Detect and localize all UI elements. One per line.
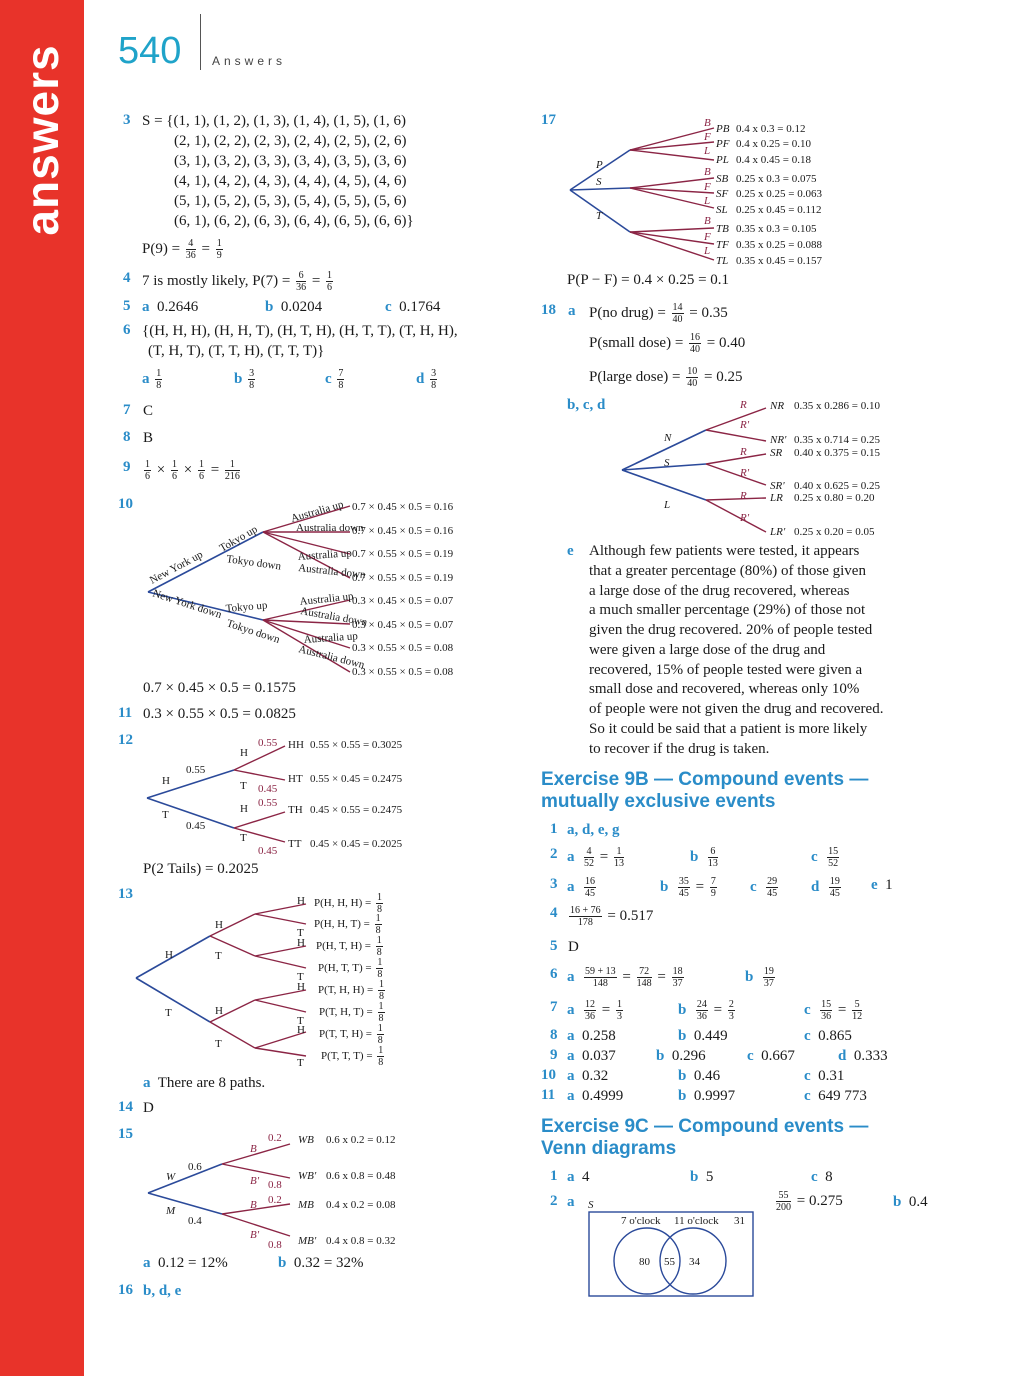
ex9b-q9-d: d 0.333	[838, 1048, 888, 1064]
text-line: of people were not given the drug and recovered.	[589, 701, 884, 717]
node-label: N	[664, 432, 672, 444]
node-label: T	[297, 1015, 304, 1027]
outcome: LR'	[770, 526, 786, 538]
ex9b-q3-number: 3	[550, 876, 558, 892]
node-label: T	[240, 780, 247, 792]
node-label: T	[215, 950, 222, 962]
prob-label: 0.55	[186, 764, 206, 776]
node-label: R'	[740, 467, 750, 479]
outcome: TT	[288, 838, 302, 850]
outcome: SF	[716, 188, 729, 200]
outcome: PF	[716, 138, 730, 150]
ex9b-q1-answer: a, d, e, g	[567, 822, 620, 838]
ex9b-q10-a: a 0.32	[567, 1068, 609, 1084]
q14-answer: D	[143, 1100, 154, 1116]
node-label: B	[704, 166, 711, 178]
venn-label-b: 11 o'clock	[674, 1215, 719, 1227]
q6-line: (T, H, T), (T, T, H), (T, T, T)}	[148, 343, 325, 359]
ex9b-q6-b: b $\frac{19}{37}$	[745, 966, 774, 989]
node-label: L	[704, 195, 711, 207]
q6-number: 6	[123, 322, 131, 338]
node-label: L	[704, 245, 711, 257]
calc: 0.40 x 0.375 = 0.15	[794, 447, 880, 459]
node-label: B	[250, 1143, 257, 1155]
calc: 0.45 × 0.45 = 0.2025	[310, 838, 403, 850]
outcome: TB	[716, 223, 729, 235]
calc: 0.25 x 0.3 = 0.075	[736, 173, 817, 185]
node-label: H	[240, 803, 248, 815]
branch-label: Tokyo up	[225, 599, 268, 615]
q18-p-small: P(small dose) = $\frac{16}{40}$ = 0.40	[589, 332, 746, 355]
prob-label: 0.45	[258, 845, 278, 857]
q18-number: 18	[541, 302, 556, 318]
prob-label: 0.45	[186, 820, 206, 832]
ex9b-q8-b: b 0.449	[678, 1028, 728, 1044]
side-band-label: answers	[16, 44, 68, 236]
calc: 0.4 x 0.2 = 0.08	[326, 1199, 396, 1211]
outcome: TL	[716, 255, 729, 267]
q3-line: (6, 1), (6, 2), (6, 3), (6, 4), (6, 5), (6, 6)}	[174, 213, 414, 229]
ex9b-q6-number: 6	[550, 966, 558, 982]
ex9b-q9-c: c 0.667	[747, 1048, 795, 1064]
text-line: So it could be said that a patient is more likely	[589, 721, 868, 737]
q12-number: 12	[118, 732, 133, 748]
page-number: 540	[118, 30, 182, 72]
node-label: B	[704, 215, 711, 227]
prob-label: 0.2	[268, 1132, 282, 1144]
result: 0.3 × 0.45 × 0.5 = 0.07	[352, 595, 454, 607]
exercise-9c-title: Exercise 9C — Compound events —	[541, 1116, 869, 1137]
q3-p9: P(9) = $\frac{4}{36}$ = $\frac{1}{9}$	[142, 238, 222, 261]
q5-number: 5	[123, 298, 131, 314]
branch-label: Australia down	[297, 643, 366, 672]
node-label: R'	[740, 419, 750, 431]
prob-label: 0.8	[268, 1239, 282, 1251]
ex9b-q8-c: c 0.865	[804, 1028, 852, 1044]
node-label: B	[704, 117, 711, 129]
q5-c: c 0.1764	[385, 299, 441, 315]
node-label: F	[704, 231, 711, 243]
outcome: PL	[716, 154, 729, 166]
ex9b-q7-number: 7	[550, 999, 558, 1015]
node-label: H	[297, 895, 305, 907]
q18-part-a-label: a	[568, 303, 576, 319]
ex9b-q2-c: c $\frac{15}{52}$	[811, 846, 839, 869]
fraction: $\frac{1}{9}$	[216, 238, 222, 261]
ex9c-q1-c: c 8	[811, 1169, 833, 1185]
calc: 0.45 × 0.55 = 0.2475	[310, 804, 403, 816]
q10-number: 10	[118, 496, 133, 512]
outcome: HT	[288, 773, 303, 785]
text-line: small dose and recovered, whereas only 10%	[589, 681, 860, 697]
node-label: S	[664, 457, 670, 469]
calc: 0.35 x 0.286 = 0.10	[794, 400, 880, 412]
venn-only-a: 80	[639, 1256, 650, 1268]
node-label: R	[740, 490, 747, 502]
ex9b-q3-a: a $\frac{16}{45}$	[567, 876, 595, 899]
text-line: that a greater percentage (80%) of those given	[589, 563, 866, 579]
calc: 0.35 x 0.25 = 0.088	[736, 239, 822, 251]
q4-text: 7 is mostly likely, P(7) = $\frac{6}{36}$ = $\frac{1}{6}$	[142, 270, 333, 293]
calc: 0.4 x 0.25 = 0.10	[736, 138, 811, 150]
venn-label-a: 7 o'clock	[621, 1215, 661, 1227]
prob-label: 0.45	[258, 783, 278, 795]
ex9c-q2-a-label: a	[567, 1194, 575, 1210]
prob-label: 0.6	[188, 1161, 202, 1173]
node-label: R'	[740, 512, 750, 524]
result: 0.3 × 0.55 × 0.5 = 0.08	[352, 642, 454, 654]
q17-number: 17	[541, 112, 556, 128]
outcome: MB	[298, 1199, 314, 1211]
ex9c-q2-number: 2	[550, 1193, 558, 1209]
calc: 0.4 x 0.8 = 0.32	[326, 1235, 396, 1247]
q16-number: 16	[118, 1282, 133, 1298]
ex9c-q1-a: a 4	[567, 1169, 590, 1185]
node-label: T	[297, 971, 304, 983]
q3-line: (4, 1), (4, 2), (4, 3), (4, 4), (4, 5), (4, 6)	[174, 173, 407, 189]
node-label: T	[165, 1007, 172, 1019]
ex9c-q2-a-result: $\frac{55}{200}$ = 0.275	[776, 1190, 843, 1213]
prob-label: 0.55	[258, 737, 278, 749]
q3-number: 3	[123, 112, 131, 128]
node-label: B'	[250, 1229, 260, 1241]
ex9b-q11-b: b 0.9997	[678, 1088, 736, 1104]
outcome: SB	[716, 173, 729, 185]
calc: 0.6 x 0.2 = 0.12	[326, 1134, 396, 1146]
outcome: TH	[288, 804, 303, 816]
q5-a: a 0.2646	[142, 299, 199, 315]
node-label: L	[704, 145, 711, 157]
ex9b-q2-number: 2	[550, 846, 558, 862]
outcome: MB'	[298, 1235, 317, 1247]
q6-part: a $\frac{1}{8}$	[142, 368, 162, 391]
calc: 0.35 x 0.3 = 0.105	[736, 223, 817, 235]
q7-number: 7	[123, 402, 131, 418]
ex9c-q1-number: 1	[550, 1168, 558, 1184]
q10-answer: 0.7 × 0.45 × 0.5 = 0.1575	[143, 680, 296, 696]
text-line: a large dose of the drug recovered, whereas	[589, 583, 850, 599]
branch-label: Tokyo down	[225, 553, 282, 573]
calc: 0.40 x 0.625 = 0.25	[794, 480, 880, 492]
q11-answer: 0.3 × 0.55 × 0.5 = 0.0825	[143, 706, 296, 722]
outcome: TF	[716, 239, 729, 251]
prob-label: 0.55	[258, 797, 278, 809]
text-line: recovered, 15% of people tested were given a	[589, 662, 863, 678]
calc: 0.6 x 0.8 = 0.48	[326, 1170, 396, 1182]
outcome: P(T, T, H) = $\frac{1}{8}$	[319, 1023, 383, 1046]
calc: 0.25 x 0.80 = 0.20	[794, 492, 875, 504]
outcome: P(T, H, H) = $\frac{1}{8}$	[318, 979, 384, 1002]
fraction: $\frac{4}{36}$	[185, 238, 196, 261]
node-label: H	[297, 937, 305, 949]
ex9b-q2-a: a $\frac{4}{52}$ = $\frac{1}{13}$	[567, 846, 624, 869]
ex9b-q11-number: 11	[541, 1087, 556, 1103]
branch-label: Tokyo down	[225, 617, 282, 646]
node-label: B	[250, 1199, 257, 1211]
node-label: L	[664, 499, 671, 511]
branch-label: Australia down	[299, 605, 369, 629]
outcome: NR	[770, 400, 785, 412]
q13-part-a: a There are 8 paths.	[143, 1075, 266, 1091]
outcome: SR'	[770, 480, 785, 492]
node-label: F	[704, 131, 711, 143]
branch-label: Australia down	[297, 562, 367, 582]
text-line: were given a large dose of the drug and	[589, 642, 826, 658]
q17-answer: P(P − F) = 0.4 × 0.25 = 0.1	[567, 272, 730, 288]
q8-number: 8	[123, 429, 131, 445]
outcome: P(H, T, H) = $\frac{1}{8}$	[316, 935, 382, 958]
branch-label: Australia up	[299, 590, 355, 608]
result: 0.7 × 0.45 × 0.5 = 0.16	[352, 501, 454, 513]
node-label: H	[215, 1005, 223, 1017]
node-label: H	[297, 981, 305, 993]
branch-label: New York up	[147, 548, 205, 587]
ex9b-q3-d: d $\frac{19}{45}$	[811, 876, 840, 899]
q15-number: 15	[118, 1126, 133, 1142]
fraction: $\frac{1}{6}$	[327, 270, 333, 293]
q15-part-a: a 0.12 = 12%	[143, 1255, 228, 1271]
branch-label: Australia up	[297, 547, 353, 563]
node-label: H	[165, 949, 173, 961]
ex9b-q9-b: b 0.296	[656, 1048, 706, 1064]
outcome: P(T, H, T) = $\frac{1}{8}$	[319, 1001, 384, 1024]
branch-label: New York down	[151, 587, 224, 622]
result: 0.7 × 0.55 × 0.5 = 0.19	[352, 548, 454, 560]
branch-label: Australia down	[296, 522, 364, 534]
q9-expression: $\frac{1}{6}$ × $\frac{1}{6}$ × $\frac{1}{6}$ = $\frac{1}{216}$	[145, 459, 240, 482]
node-label: T	[297, 1057, 304, 1069]
ex9c-q2-b: b 0.4	[893, 1194, 928, 1210]
q18-p-large: P(large dose) = $\frac{10}{40}$ = 0.25	[589, 366, 743, 389]
prob-label: 0.2	[268, 1194, 282, 1206]
branch-label: Australia up	[303, 630, 359, 646]
q13-number: 13	[118, 886, 133, 902]
q3-line: (3, 1), (3, 2), (3, 3), (3, 4), (3, 5), (3, 6)	[174, 153, 407, 169]
header-title: Answers	[212, 54, 287, 68]
q9-number: 9	[123, 459, 131, 475]
ex9b-q11-a: a 0.4999	[567, 1088, 624, 1104]
outcome: SL	[716, 204, 728, 216]
calc: 0.35 x 0.45 = 0.157	[736, 255, 822, 267]
node-label: T	[162, 809, 169, 821]
ex9b-q7-a: a $\frac{12}{36}$ = $\frac{1}{3}$	[567, 999, 622, 1022]
ex9b-q2-b: b $\frac{6}{13}$	[690, 846, 718, 869]
q6-part: d $\frac{3}{8}$	[416, 368, 437, 391]
ex9b-q5-number: 5	[550, 938, 558, 954]
ex9b-q8-number: 8	[550, 1027, 558, 1043]
node-label: H	[297, 1024, 305, 1036]
ex9b-q3-b: b $\frac{35}{45}$ = $\frac{7}{9}$	[660, 876, 716, 899]
result: 0.7 × 0.45 × 0.5 = 0.16	[352, 525, 454, 537]
result: 0.7 × 0.55 × 0.5 = 0.19	[352, 572, 454, 584]
header-divider	[200, 14, 201, 70]
branch-label: Tokyo up	[217, 523, 260, 555]
node-label: R	[740, 399, 747, 411]
ex9b-q7-b: b $\frac{24}{36}$ = $\frac{2}{3}$	[678, 999, 734, 1022]
q7-answer: C	[143, 403, 154, 419]
q18-part-e-label: e	[567, 543, 574, 559]
prob-label: 0.8	[268, 1179, 282, 1191]
branch-label: Australia up	[289, 498, 345, 525]
ex9b-q10-c: c 0.31	[804, 1068, 845, 1084]
q14-number: 14	[118, 1099, 133, 1115]
q6-part: b $\frac{3}{8}$	[234, 368, 255, 391]
q3-line: S = {(1, 1), (1, 2), (1, 3), (1, 4), (1, 5), (1, 6)	[142, 113, 406, 129]
node-label: H	[240, 747, 248, 759]
node-label: W	[166, 1171, 176, 1183]
node-label: T	[215, 1038, 222, 1050]
ex9b-q9-number: 9	[550, 1047, 558, 1063]
text-line: given the drug recovered. 20% of people tested	[589, 622, 873, 638]
outcome: WB'	[298, 1170, 317, 1182]
ex9b-q11-c: c 649 773	[804, 1088, 867, 1104]
ex9b-q3-c: c $\frac{29}{45}$	[750, 876, 778, 899]
q18-bcd-label: b, c, d	[567, 397, 606, 413]
outcome: PB	[716, 123, 730, 135]
venn-both: 55	[664, 1256, 675, 1268]
ex9b-q10-b: b 0.46	[678, 1068, 721, 1084]
node-label: P	[596, 159, 603, 171]
venn-outside: 31	[734, 1215, 745, 1227]
ex9b-q8-a: a 0.258	[567, 1028, 616, 1044]
text-line: Although few patients were tested, it appears	[589, 543, 860, 559]
node-label: T	[297, 927, 304, 939]
calc: 0.4 x 0.45 = 0.18	[736, 154, 811, 166]
ex9b-q7-c: c $\frac{15}{36}$ = $\frac{5}{12}$	[804, 999, 863, 1022]
outcome: NR'	[770, 434, 787, 446]
node-label: H	[215, 919, 223, 931]
outcome: P(H, H, T) = $\frac{1}{8}$	[314, 913, 381, 936]
exercise-9b-title: Exercise 9B — Compound events —	[541, 769, 869, 790]
node-label: S	[596, 176, 602, 188]
q5-b: b 0.0204	[265, 299, 323, 315]
exercise-9b-subtitle: mutually exclusive events	[541, 791, 776, 812]
outcome: HH	[288, 739, 304, 751]
exercise-9c-subtitle: Venn diagrams	[541, 1138, 677, 1159]
q12-answer: P(2 Tails) = 0.2025	[143, 861, 259, 877]
node-label: T	[240, 832, 247, 844]
ex9b-q6-a: a $\frac{59 + 13}{148}$ = $\frac{72}{148}$ = $\frac{18}{37}$	[567, 966, 683, 989]
q3-line: (2, 1), (2, 2), (2, 3), (2, 4), (2, 5), (2, 6)	[174, 133, 407, 149]
outcome: P(T, T, T) = $\frac{1}{8}$	[321, 1045, 384, 1068]
q4-number: 4	[123, 270, 131, 286]
node-label: M	[166, 1205, 176, 1217]
q15-part-b: b 0.32 = 32%	[278, 1255, 364, 1271]
text-line: a much smaller percentage (29%) of those not	[589, 602, 866, 618]
ex9b-q4-answer: $\frac{16 + 76}{178}$ = 0.517	[570, 905, 654, 928]
node-label: H	[162, 775, 170, 787]
node-label: F	[704, 181, 711, 193]
calc: 0.25 x 0.20 = 0.05	[794, 526, 875, 538]
q3-line: (5, 1), (5, 2), (5, 3), (5, 4), (5, 5), (5, 6)	[174, 193, 407, 209]
ex9b-q3-e: e 1	[871, 877, 893, 893]
result: 0.3 × 0.55 × 0.5 = 0.08	[352, 666, 454, 678]
calc: 0.25 x 0.45 = 0.112	[736, 204, 822, 216]
ex9b-q5-answer: D	[568, 939, 579, 955]
calc: 0.4 x 0.3 = 0.12	[736, 123, 806, 135]
node-label: T	[596, 210, 603, 222]
q6-part: c $\frac{7}{8}$	[325, 368, 344, 391]
calc: 0.55 × 0.55 = 0.3025	[310, 739, 403, 751]
node-label: B'	[250, 1175, 260, 1187]
venn-only-b: 34	[689, 1256, 700, 1268]
outcome: LR	[770, 492, 783, 504]
outcome: P(H, T, T) = $\frac{1}{8}$	[318, 957, 383, 980]
text-line: to recover if the drug is taken.	[589, 741, 770, 757]
outcome: WB	[298, 1134, 314, 1146]
q11-number: 11	[118, 705, 133, 721]
node-label: R	[740, 446, 747, 458]
result: 0.3 × 0.45 × 0.5 = 0.07	[352, 619, 454, 631]
ex9b-q9-a: a 0.037	[567, 1048, 616, 1064]
ex9b-q1-number: 1	[550, 821, 558, 837]
q6-line: {(H, H, H), (H, H, T), (H, T, H), (H, T, T), (T, H, H),	[142, 323, 458, 339]
calc: 0.25 x 0.25 = 0.063	[736, 188, 822, 200]
fraction: $\frac{6}{36}$	[296, 270, 307, 293]
prob-label: 0.4	[188, 1215, 202, 1227]
ex9b-q10-number: 10	[541, 1067, 556, 1083]
q18-p-no-drug: P(no drug) = $\frac{14}{40}$ = 0.35	[589, 302, 728, 325]
calc: 0.55 × 0.45 = 0.2475	[310, 773, 403, 785]
outcome: SR	[770, 447, 783, 459]
calc: 0.35 x 0.714 = 0.25	[794, 434, 880, 446]
venn-label-s: S	[588, 1199, 594, 1211]
ex9b-q4-number: 4	[550, 905, 558, 921]
outcome: P(H, H, H) = $\frac{1}{8}$	[314, 892, 382, 915]
q8-answer: B	[143, 430, 154, 446]
q16-answer: b, d, e	[143, 1283, 182, 1299]
ex9c-q1-b: b 5	[690, 1169, 714, 1185]
